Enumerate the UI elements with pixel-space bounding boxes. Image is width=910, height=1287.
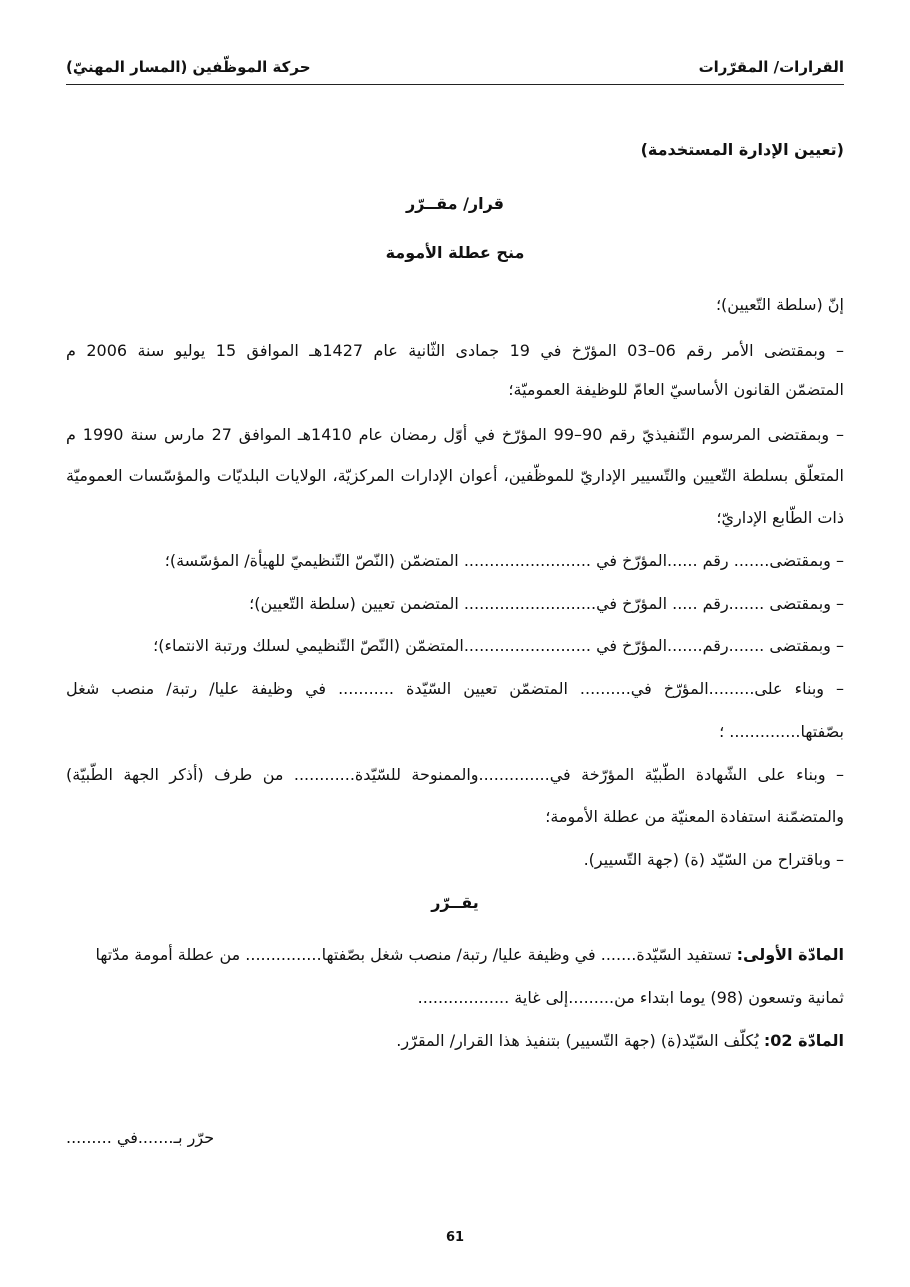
paragraph-5: – وبمقتضى .......رقم.......المؤرّخ في .........................المتضمّن (النّصّ التّنظيمي لسلك ورتبة الانتماء)؛ bbox=[153, 636, 844, 655]
header-right-title: القرارات/ المقرّرات bbox=[698, 58, 844, 76]
section-label: (تعيين الإدارة المستخدمة) bbox=[640, 140, 844, 159]
paragraph-6-line-2: بصّفتها.............. ؛ bbox=[719, 722, 844, 741]
page-number: 61 bbox=[445, 1230, 465, 1245]
paragraph-8: – وباقتراح من السّيّد (ة) (جهة التّسيير). bbox=[583, 850, 844, 869]
decision-heading: يقــرّر bbox=[431, 893, 479, 912]
paragraph-2-line-2: المتعلّق بسلطة التّعيين والتّسيير الإداريّ للموظّفين، أعوان الإدارات المركزيّة، الولايات البلديّات والمؤسّسات العموميّة bbox=[66, 466, 844, 485]
paragraph-7-line-1: – وبناء على الشّهادة الطّبيّة المؤرّخة في..............والممنوحة للسّيّدة............ من طرف (أذكر الجهة الطّبيّة) bbox=[66, 765, 844, 784]
article-1-text: تستفيد السّيّدة....... في وظيفة عليا/ رتبة/ منصب شغل بصّفتها............... من عطلة أمومة مدّتها bbox=[95, 945, 737, 964]
paragraph-6-line-1: – وبناء على.........المؤرّخ في.......... المتضمّن تعيين السّيّدة ........... في وظيفة عليا/ رتبة/ منصب شغل bbox=[66, 679, 844, 698]
opening-line: إنّ (سلطة التّعيين)؛ bbox=[715, 295, 844, 314]
signature-line: حرّر بـ.......في ......... bbox=[66, 1128, 215, 1147]
header-divider bbox=[66, 84, 844, 85]
article-1-line-2: ثمانية وتسعون (98) يوما ابتداء من.........إلى غاية .................. bbox=[417, 988, 844, 1007]
article-2-label: المادّة 02: bbox=[763, 1031, 844, 1050]
paragraph-1-line-1: – وبمقتضى الأمر رقم 06–03 المؤرّخ في 19 جمادى الثّانية عام 1427هـ الموافق 15 يوليو سنة 2006 م bbox=[66, 341, 845, 360]
paragraph-3: – وبمقتضى....... رقم ......المؤرّخ في ......................... المتضمّن (النّصّ التّنظيميّ للهيأة/ المؤسّسة)؛ bbox=[164, 551, 844, 570]
paragraph-2-line-3: ذات الطّابع الإداريّ؛ bbox=[716, 508, 844, 527]
article-1-line-1 bbox=[66, 942, 844, 968]
article-1-label: المادّة الأولى: bbox=[736, 945, 844, 964]
paragraph-1-line-2: المتضمّن القانون الأساسيّ العامّ للوظيفة العموميّة؛ bbox=[508, 380, 844, 399]
paragraph-2-line-1: – وبمقتضى المرسوم التّنفيذيّ رقم 90–99 المؤرّخ في أوّل رمضان عام 1410هـ الموافق 27 مارس سنة 1990 م bbox=[66, 425, 845, 444]
article-2-text: يُكلّف السّيّد(ة) (جهة التّسيير) بتنفيذ هذا القرار/ المقرّر. bbox=[396, 1031, 764, 1050]
header-left-title: حركة الموظّفين (المسار المهنيّ) bbox=[66, 58, 311, 76]
paragraph-7-line-2: والمتضمّنة استفادة المعنيّة من عطلة الأمومة؛ bbox=[545, 807, 844, 826]
document-type: قرار/ مقــرّر bbox=[405, 194, 505, 213]
article-2-line bbox=[66, 1028, 844, 1054]
paragraph-4: – وبمقتضى .......رقم ..... المؤرّخ في.......................... المتضمن تعيين (سلطة التّعيين)؛ bbox=[249, 594, 844, 613]
document-subject: منح عطلة الأمومة bbox=[385, 243, 525, 262]
